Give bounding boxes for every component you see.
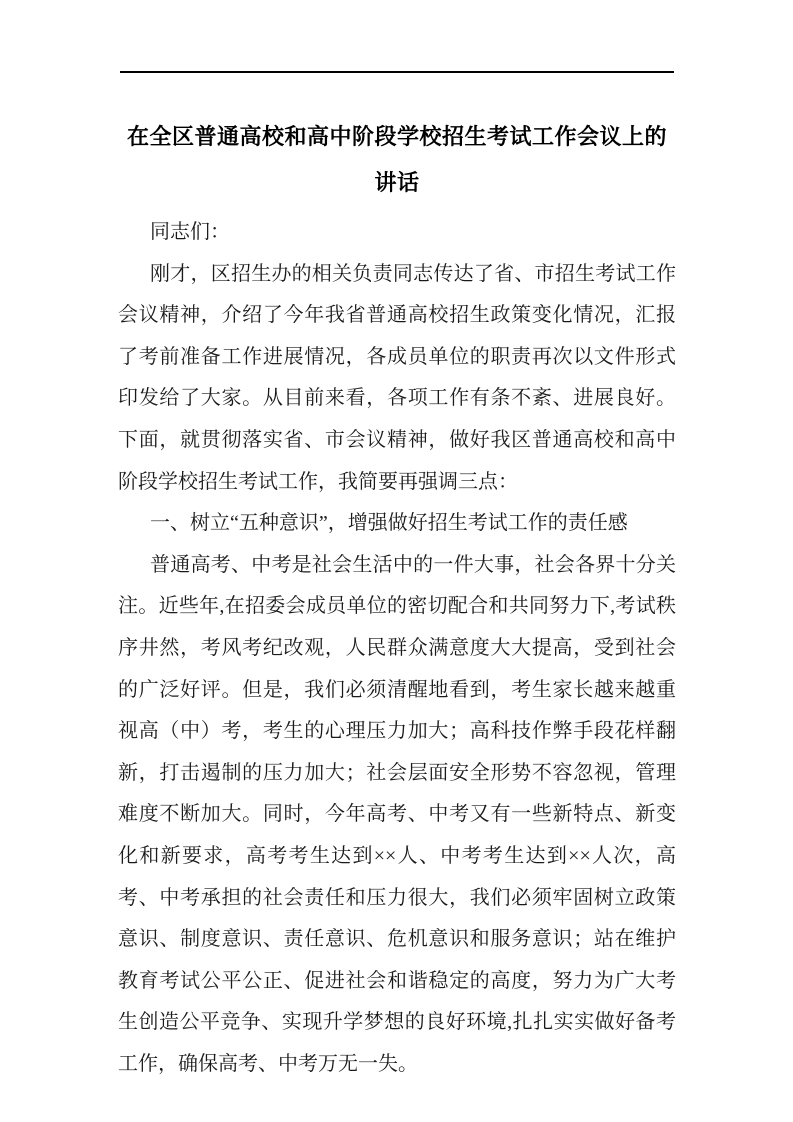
document-content: [118, 0, 676, 1085]
paragraph-salutation: 同志们：: [150, 221, 230, 243]
document-body: [118, 212, 676, 1085]
document-title: 在全区普通高校和高中阶段学校招生考试工作会议上的讲话: [126, 124, 667, 195]
paragraph-section-1-body: 普通高考、中考是社会生活中的一件大事，社会各界十分关注。近些年,在招委会成员单位的密切配合和共同努力下,考试秩序井然，考风考纪改观，人民群众满意度大大提高，受到社会的广泛好评。但是，我们必须清醒地看到，考生家长越来越重视高（中）考，考生的心理压力加大；高科技作弊手段花样翻新，打击遏制的压力加大；社会层面安全形势不容忽视，管理难度不断加大。同时，今年高考、中考又有一些新特点、新变化和新要求，高考考生达到××人、中考考生达到××人次，高考、中考承担的社会责任和压力很大，我们必须牢固树立政策意识、制度意识、责任意识、危机意识和服务意识；站在维护教育考试公平公正、促进社会和谐稳定的高度，努力为广大考生创造公平竞争、实现升学梦想的良好环境,扎扎实实做好备考工作，确保高考、中考万无一失。: [118, 553, 676, 1075]
paragraph-intro: 刚才，区招生办的相关负责同志传达了省、市招生考试工作会议精神，介绍了今年我省普通高校招生政策变化情况，汇报了考前准备工作进展情况，各成员单位的职责再次以文件形式印发给了大家。从目前来看，各项工作有条不紊、进展良好。下面，就贯彻落实省、市会议精神，做好我区普通高校和高中阶段学校招生考试工作，我简要再强调三点：: [118, 262, 676, 493]
section-heading-1: 一、树立“五种意识”，增强做好招生考试工作的责任感: [150, 512, 628, 535]
